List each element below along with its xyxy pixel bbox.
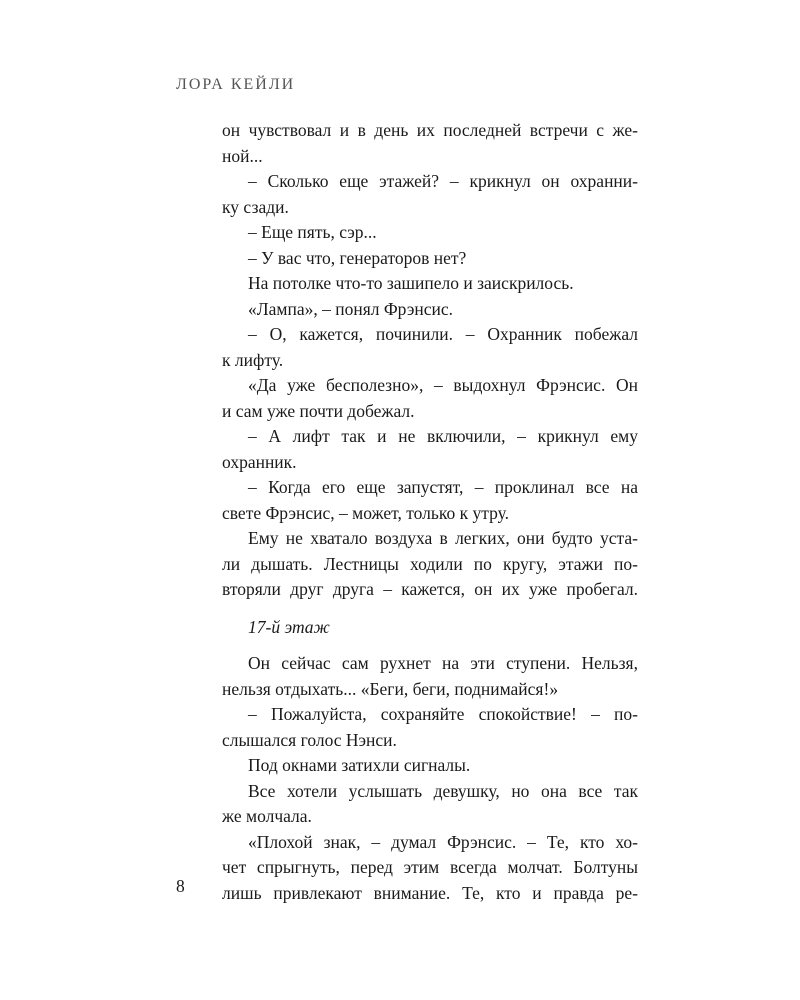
text-line: «Плохой знак, – думал Фрэнсис. – Те, кто хо- — [248, 831, 638, 852]
text-line: – Пожалуйста, сохраняйте спокойствие! – по- — [248, 704, 638, 724]
text-line: – А лифт так и не включили, – крикнул ему — [248, 426, 638, 446]
text-line: Он сейчас сам рухнет на эти ступени. Нельзя, — [248, 653, 638, 673]
text-line: же молчала. — [222, 806, 312, 826]
text-line: свете Фрэнсис, – может, только к утру. — [222, 502, 510, 523]
text-line: Ему не хватало воздуха в легких, они будто уста- — [248, 528, 638, 548]
text-line: «Да уже бесполезно», – выдохнул Фрэнсис. Он — [248, 375, 638, 395]
text-line: ной... — [222, 145, 263, 166]
text-line: На потолке что-то зашипело и заискрилось. — [248, 273, 574, 293]
text-line: – Сколько еще этажей? – крикнул он охранни- — [248, 171, 638, 191]
section-heading: 17-й этаж — [248, 616, 330, 637]
text-line: и сам уже почти добежал. — [222, 400, 415, 421]
text-line: к лифту. — [222, 349, 284, 370]
text-line: – Еще пять, сэр... — [248, 222, 377, 242]
text-line: «Лампа», – понял Фрэнсис. — [248, 298, 454, 319]
page-number: 8 — [176, 876, 185, 896]
text-line: – О, кажется, починили. – Охранник побежал — [248, 324, 638, 344]
text-line: лишь привлекают внимание. Те, кто и правда ре- — [222, 882, 638, 903]
body-text — [222, 118, 638, 906]
paragraphs-before-heading — [222, 118, 638, 603]
text-line: – Когда его еще запустят, – проклинал все на — [248, 477, 638, 497]
text-line: слышался голос Нэнси. — [222, 729, 397, 750]
text-line: ку сзади. — [222, 196, 289, 217]
text-line: охранник. — [222, 451, 297, 472]
text-line: чет спрыгнуть, перед этим всегда молчат. Болтуны — [222, 857, 638, 877]
paragraphs-after-heading — [222, 651, 638, 906]
text-line: вторяли друг друга – кажется, он их уже пробегал. — [222, 579, 638, 599]
text-line: Все хотели услышать девушку, но она все так — [248, 780, 638, 801]
text-line: Под окнами затихли сигналы. — [248, 755, 471, 775]
running-head: ЛОРА КЕЙЛИ — [176, 76, 296, 93]
text-line: он чувствовал и в день их последней встречи с же- — [222, 120, 638, 140]
text-line: ли дышать. Лестницы ходили по кругу, этажи по- — [222, 553, 638, 574]
text-line: нельзя отдыхать... «Беги, беги, поднимайся!» — [222, 678, 559, 699]
text-line: – У вас что, генераторов нет? — [248, 247, 467, 268]
